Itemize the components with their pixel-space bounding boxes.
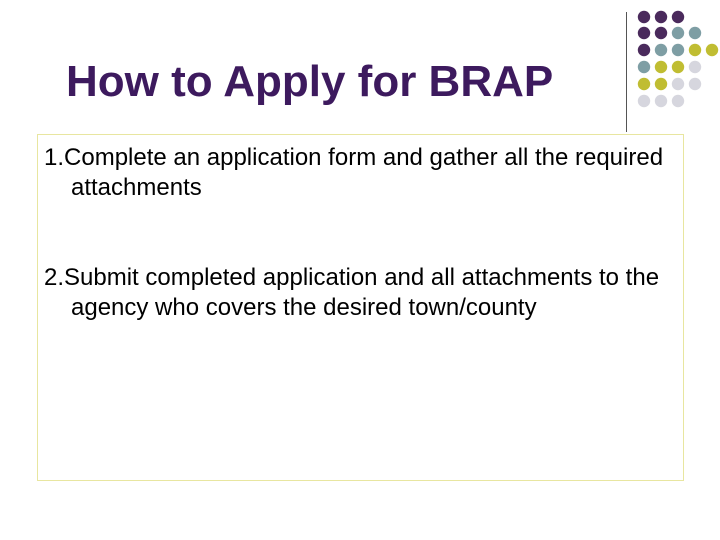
decorative-dot xyxy=(672,11,684,23)
decorative-dot xyxy=(638,61,650,73)
step-item-1: 1.Complete an application form and gather all the required attachments xyxy=(44,144,664,201)
decorative-dot xyxy=(638,44,650,56)
decorative-dot xyxy=(689,27,701,39)
decorative-dot xyxy=(672,44,684,56)
decorative-dot xyxy=(672,78,684,90)
decorative-dot xyxy=(655,95,667,107)
decorative-dot xyxy=(655,44,667,56)
decorative-dot xyxy=(689,78,701,90)
slide-title: How to Apply for BRAP xyxy=(66,57,554,106)
step-item-2: 2.Submit completed application and all attachments to the agency who covers the desired town/county xyxy=(44,264,660,321)
decorative-dot xyxy=(706,44,718,56)
decorative-dot xyxy=(638,27,650,39)
steps-list xyxy=(44,143,674,383)
decorative-dot xyxy=(638,11,650,23)
decorative-dot xyxy=(655,27,667,39)
decorative-dot-grid xyxy=(0,0,720,140)
decorative-dot xyxy=(655,61,667,73)
decorative-dot xyxy=(638,95,650,107)
decorative-dot xyxy=(689,44,701,56)
content-box xyxy=(37,134,684,481)
decorative-dot xyxy=(672,61,684,73)
decorative-dot xyxy=(689,61,701,73)
decorative-dot xyxy=(655,11,667,23)
decorative-dot xyxy=(655,78,667,90)
decorative-dot xyxy=(672,27,684,39)
decorative-dot xyxy=(672,95,684,107)
decorative-dot xyxy=(638,78,650,90)
